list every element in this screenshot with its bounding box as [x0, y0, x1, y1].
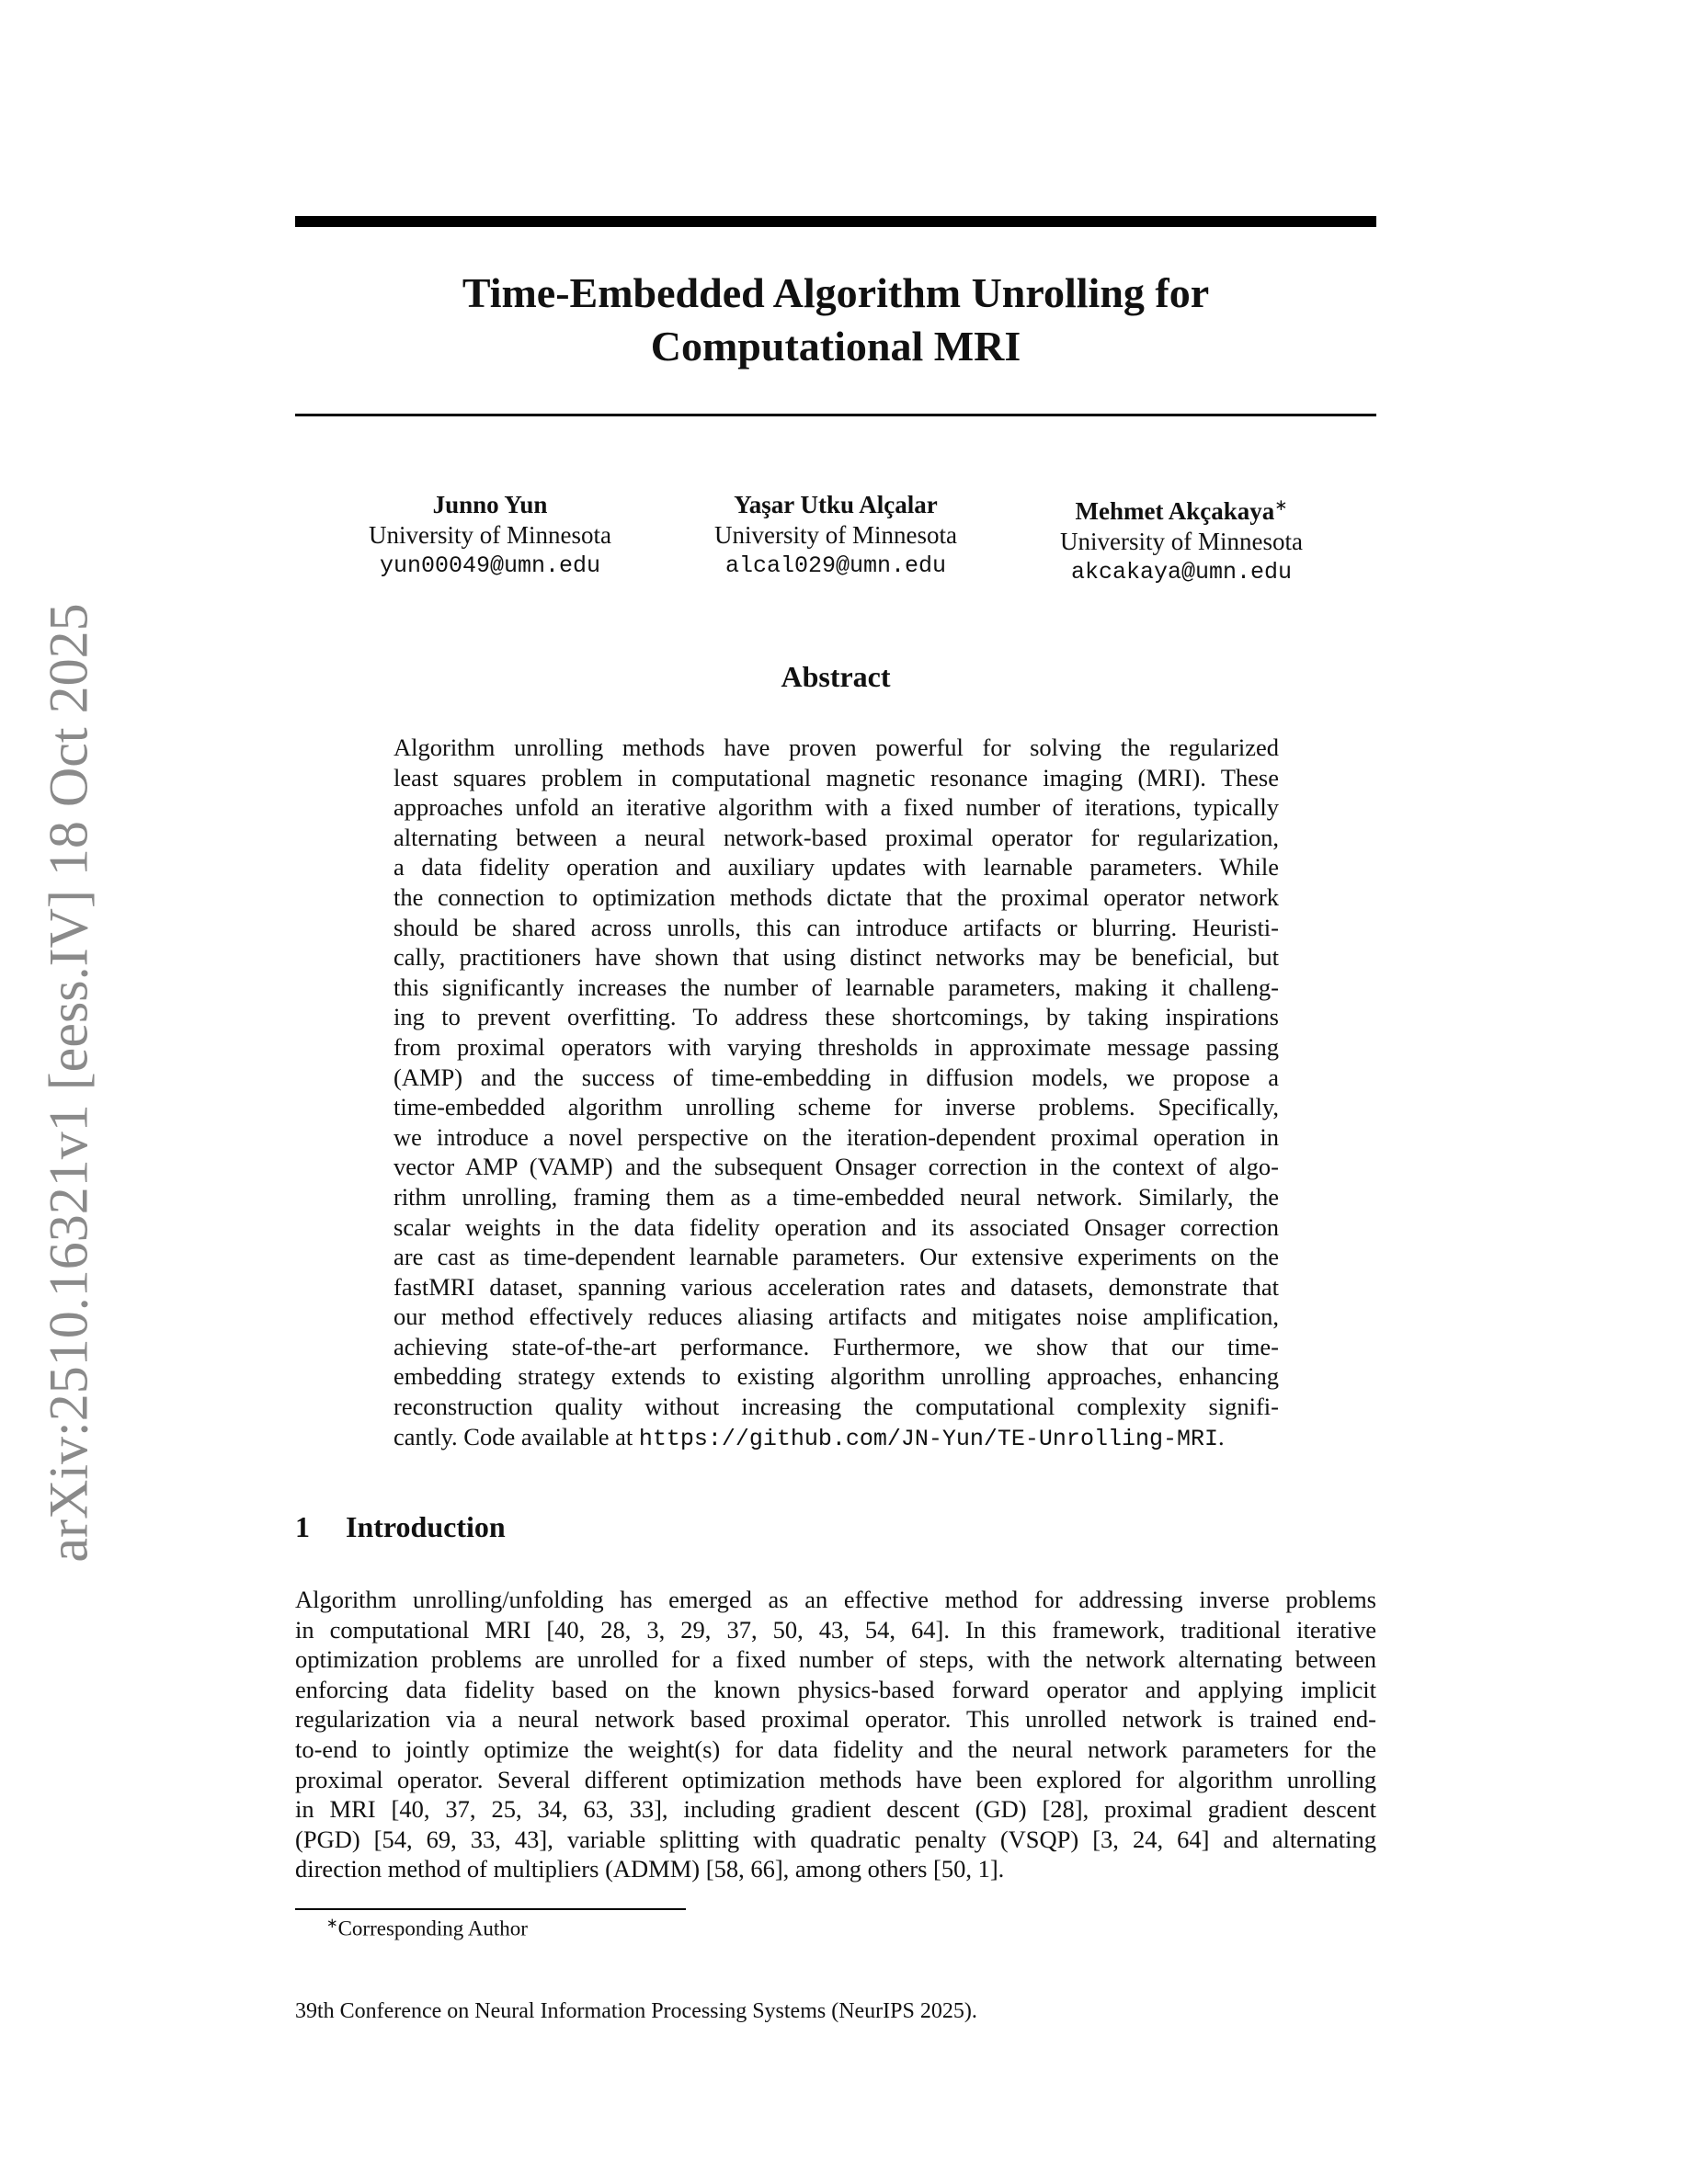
abstract-line: reconstruction quality without increasing the computational complexity signifi- — [393, 1393, 1279, 1421]
introduction-line: in computational MRI [40, 28, 3, 29, 37, 50, 43, 54, 64]. In this framework, traditional iterative — [295, 1615, 1376, 1644]
introduction-line: to-end to jointly optimize the weight(s) for data fidelity and the neural network parameters for the — [295, 1735, 1376, 1763]
title-line: Time-Embedded Algorithm Unrolling for — [462, 269, 1210, 316]
abstract-line: fastMRI dataset, spanning various acceleration rates and datasets, demonstrate that — [393, 1272, 1279, 1301]
abstract-line: time-embedded algorithm unrolling scheme for inverse problems. Specifically, — [393, 1093, 1279, 1121]
abstract-line: rithm unrolling, framing them as a time-embedded neural network. Similarly, the — [393, 1182, 1279, 1211]
introduction-line: Algorithm unrolling/unfolding has emerged as an effective method for addressing inverse problems — [295, 1586, 1376, 1613]
abstract-line: alternating between a neural network-based proximal operator for regularization, — [393, 823, 1279, 851]
introduction-line: (PGD) [54, 69, 33, 43], variable splitting with quadratic penalty (VSQP) [3, 24, 64] and alternating — [295, 1825, 1376, 1853]
author — [1009, 490, 1354, 587]
title-line: Computational MRI — [650, 323, 1021, 370]
section-heading — [295, 1510, 506, 1544]
code-link[interactable]: https://github.com/JN-Yun/TE-Unrolling-MRI — [638, 1425, 1218, 1452]
abstract-line: from proximal operators with varying thresholds in approximate message passing — [393, 1032, 1279, 1061]
introduction-line: optimization problems are unrolled for a fixed number of steps, with the network alternating between — [295, 1645, 1376, 1674]
author-name: Junno Yun — [432, 491, 548, 518]
footnote-mark: ∗ — [326, 1917, 338, 1931]
abstract-line: (AMP) and the success of time-embedding in diffusion models, we propose a — [393, 1063, 1279, 1091]
section-number: 1 — [295, 1510, 310, 1543]
arxiv-identifier: arXiv:2510.16321v1 [eess.IV] 18 Oct 2025 — [38, 603, 99, 1563]
author-name-wrap — [1009, 490, 1354, 527]
author-email: alcal029@umn.edu — [724, 552, 947, 579]
footnote-text: Corresponding Author — [337, 1917, 528, 1940]
author-name: Yaşar Utku Alçalar — [734, 491, 938, 518]
conference-note: 39th Conference on Neural Information Processing Systems (NeurIPS 2025). — [295, 1999, 977, 2023]
author-block — [295, 490, 1376, 587]
author-email: akcakaya@umn.edu — [1070, 559, 1293, 586]
section-title: Introduction — [346, 1510, 506, 1543]
abstract-line: achieving state-of-the-art performance. Furthermore, we show that our time- — [393, 1332, 1279, 1360]
abstract-line: should be shared across unrolls, this can introduce artifacts or blurring. Heuristi- — [393, 913, 1279, 941]
abstract-line: Algorithm unrolling methods have proven powerful for solving the regularized — [393, 734, 1279, 761]
abstract-heading: Abstract — [781, 660, 891, 693]
abstract-line: a data fidelity operation and auxiliary updates with learnable parameters. While — [393, 853, 1279, 882]
title-top-rule — [295, 216, 1376, 227]
paper-title — [295, 267, 1376, 373]
author-affiliation: University of Minnesota — [714, 521, 957, 549]
abstract-line: vector AMP (VAMP) and the subsequent Onsager correction in the context of algo- — [393, 1153, 1279, 1181]
introduction-line: proximal operator. Several different optimization methods have been explored for algorithm unrolling — [295, 1765, 1376, 1793]
footnote-rule — [295, 1908, 686, 1910]
abstract-line: least squares problem in computational magnetic resonance imaging (MRI). These — [393, 763, 1279, 791]
abstract-line: embedding strategy extends to existing algorithm unrolling approaches, enhancing — [393, 1362, 1279, 1391]
abstract-line: cally, practitioners have shown that using distinct networks may be beneficial, but — [393, 943, 1279, 972]
abstract-text: . — [1217, 1422, 1225, 1450]
author-email: yun00049@umn.edu — [379, 552, 601, 579]
author — [663, 490, 1009, 587]
author — [317, 490, 663, 587]
abstract-line — [393, 1422, 1279, 1455]
abstract-line: ing to prevent overfitting. To address these shortcomings, by taking inspirations — [393, 1003, 1279, 1031]
footnote-mark: ∗ — [1274, 496, 1288, 514]
abstract-body — [393, 733, 1279, 1454]
introduction-line: regularization via a neural network based proximal operator. This unrolled network is trained end- — [295, 1705, 1376, 1734]
abstract-line: the connection to optimization methods dictate that the proximal operator network — [393, 882, 1279, 911]
author-affiliation: University of Minnesota — [369, 521, 611, 549]
abstract-line: scalar weights in the data fidelity operation and its associated Onsager correction — [393, 1212, 1279, 1241]
abstract-text: cantly. Code available at — [393, 1422, 639, 1450]
footnote — [326, 1915, 528, 1941]
abstract-line: we introduce a novel perspective on the iteration-dependent proximal operation in — [393, 1122, 1279, 1151]
abstract-line: our method effectively reduces aliasing artifacts and mitigates noise amplification, — [393, 1302, 1279, 1331]
introduction-line: in MRI [40, 37, 25, 34, 63, 33], including gradient descent (GD) [28], proximal gradient descent — [295, 1795, 1376, 1824]
introduction-line: enforcing data fidelity based on the known physics-based forward operator and applying implicit — [295, 1675, 1376, 1703]
introduction-line: direction method of multipliers (ADMM) [58, 66], among others [50, 1]. — [295, 1855, 1005, 1883]
abstract-line: this significantly increases the number of learnable parameters, making it challeng- — [393, 973, 1279, 1001]
author-affiliation: University of Minnesota — [1060, 528, 1303, 555]
author-name: Mehmet Akçakaya — [1075, 497, 1275, 525]
title-bottom-rule — [295, 414, 1376, 416]
abstract-line: are cast as time-dependent learnable parameters. Our extensive experiments on the — [393, 1243, 1279, 1271]
abstract-line: approaches unfold an iterative algorithm with a fixed number of iterations, typically — [393, 793, 1279, 822]
introduction-body — [295, 1585, 1376, 1884]
